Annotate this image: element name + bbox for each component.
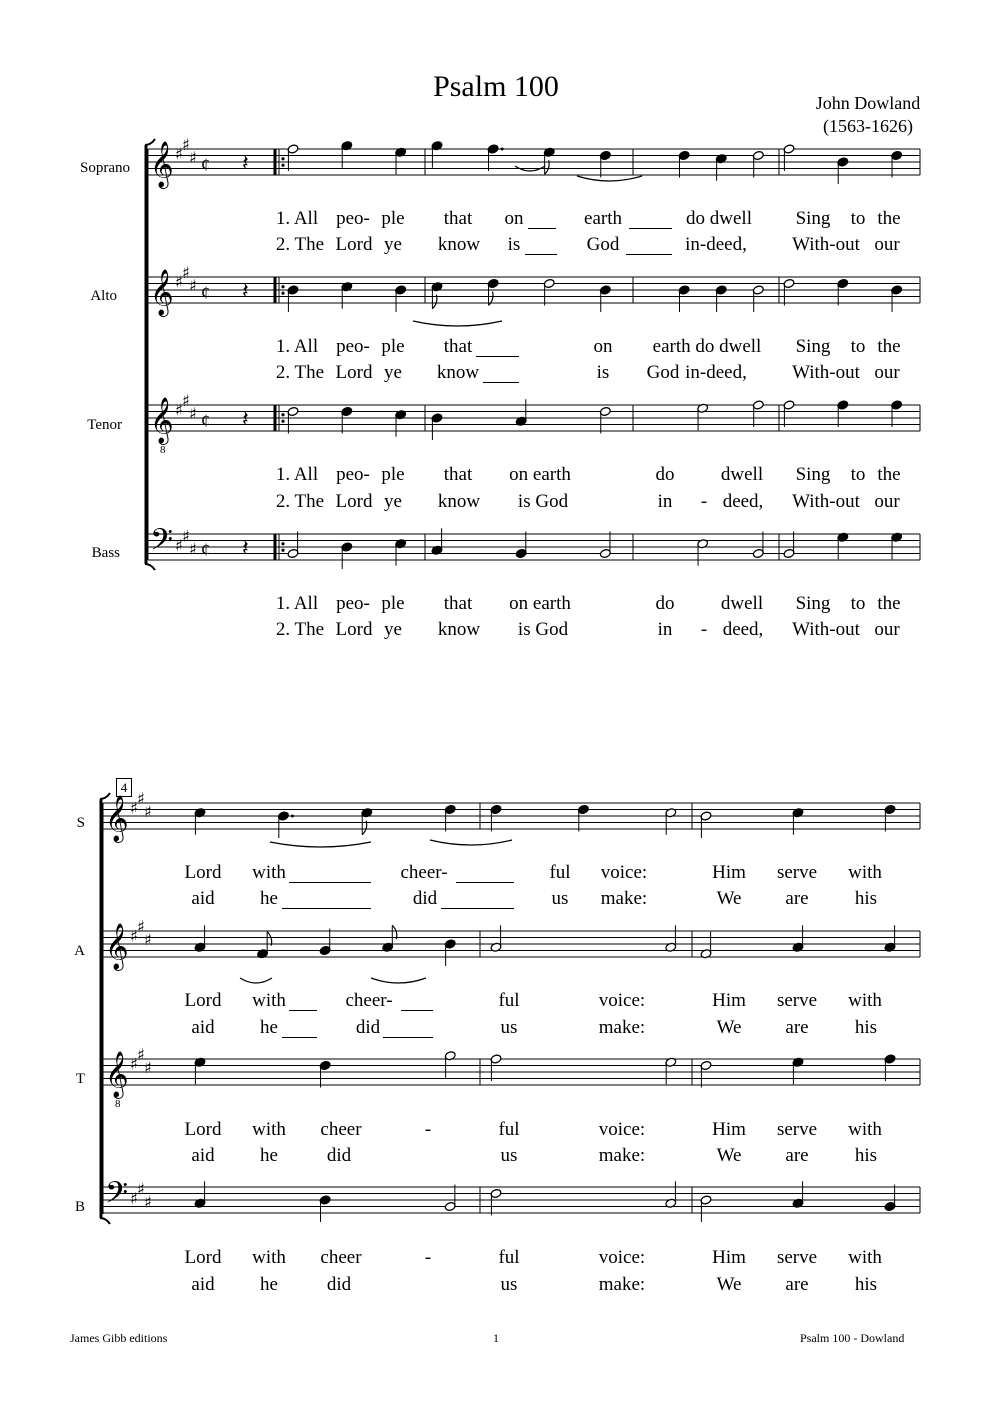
lyric: Lord: [335, 362, 373, 383]
lyric: cheer: [320, 1247, 362, 1268]
sharp-icon: ♯: [144, 1192, 152, 1212]
melisma-line: [289, 1010, 317, 1011]
lyric: Lord: [184, 1247, 222, 1268]
lyric: is God: [517, 491, 569, 512]
lyric: on: [593, 336, 613, 357]
lyric: voice:: [598, 1247, 646, 1268]
sharp-icon: ♯: [189, 539, 197, 559]
sharp-icon: ♯: [144, 1057, 152, 1077]
lyric: 1. All: [275, 464, 319, 485]
augmentation-dot: [291, 815, 294, 818]
bracket-hook: [100, 1218, 110, 1224]
lyric: Sing: [795, 593, 831, 614]
lyric: the: [877, 464, 901, 485]
melisma-line: [441, 908, 514, 909]
lyric: to: [850, 208, 866, 229]
lyric: -: [424, 1119, 432, 1140]
lyric: 2. The: [275, 234, 325, 255]
lyric: his: [854, 1274, 878, 1295]
melisma-line: [476, 356, 519, 357]
lyric: with: [848, 1119, 882, 1140]
quarter-rest-icon: 𝄽: [242, 535, 249, 561]
lyric: serve: [776, 1119, 818, 1140]
sharp-icon: ♯: [189, 275, 197, 295]
lyric: that: [443, 336, 473, 357]
lyric: ple: [381, 336, 405, 357]
lyric: know: [437, 619, 481, 640]
lyric: ye: [384, 234, 402, 255]
lyric: in: [657, 619, 673, 640]
lyric: us: [551, 888, 569, 909]
part-abbr-alto: A: [74, 943, 85, 959]
lyric: serve: [776, 1247, 818, 1268]
lyric: voice:: [598, 1119, 646, 1140]
lyric: voice:: [600, 862, 648, 883]
lyric: to: [850, 336, 866, 357]
lyric: Him: [712, 1119, 746, 1140]
sharp-icon: ♯: [182, 390, 190, 410]
sharp-icon: ♯: [189, 403, 197, 423]
lyric: us: [500, 1274, 518, 1295]
lyric: make:: [598, 1145, 646, 1166]
lyric: in: [657, 491, 673, 512]
lyric: We: [716, 1017, 742, 1038]
lyric: dwell: [720, 464, 764, 485]
lyric: are: [785, 888, 809, 909]
page-title: Psalm 100: [433, 70, 559, 103]
lyric: Lord: [184, 990, 222, 1011]
lyric: earth: [584, 208, 622, 229]
lyric: in-deed,: [685, 234, 747, 255]
lyric: with: [252, 1247, 286, 1268]
lyric: Lord: [335, 619, 373, 640]
lyric: -: [700, 619, 708, 640]
sharp-icon: ♯: [189, 147, 197, 167]
lyric: the: [877, 593, 901, 614]
composer-dates: (1563-1626): [823, 116, 913, 136]
bracket-hook: [145, 564, 155, 570]
octave-mark: 8: [115, 1098, 121, 1110]
lyric: cheer: [320, 1119, 362, 1140]
lyric: with: [252, 1119, 286, 1140]
sharp-icon: ♯: [144, 801, 152, 821]
lyric: to: [850, 593, 866, 614]
lyric: on earth: [509, 464, 571, 485]
lyric: with: [252, 862, 286, 883]
lyric: 1. All: [275, 593, 319, 614]
lyric: to: [850, 464, 866, 485]
cut-time-icon: ¢: [201, 539, 210, 560]
lyric: know: [436, 362, 480, 383]
lyric: God: [646, 362, 680, 383]
lyric: our: [874, 234, 900, 255]
lyric: on earth: [509, 593, 571, 614]
lyric: 1. All: [275, 208, 319, 229]
sharp-icon: ♯: [137, 788, 145, 808]
lyric: that: [443, 593, 473, 614]
lyric: aid: [191, 888, 215, 909]
lyric: Sing: [795, 336, 831, 357]
repeat-dot: [281, 285, 284, 288]
sharp-icon: ♯: [182, 134, 190, 154]
sharp-icon: ♯: [175, 536, 183, 555]
lyric: us: [500, 1145, 518, 1166]
lyric: he: [260, 1274, 278, 1295]
melisma-line: [483, 382, 519, 383]
cut-time-icon: ¢: [201, 282, 210, 303]
lyric: 2. The: [275, 491, 325, 512]
lyric: with: [848, 862, 882, 883]
lyric: do: [655, 593, 675, 614]
melisma-line: [282, 1037, 317, 1038]
lyric: Sing: [795, 464, 831, 485]
lyric: his: [854, 888, 878, 909]
lyric: on: [504, 208, 524, 229]
sharp-icon: ♯: [130, 926, 138, 946]
lyric: With-out: [792, 491, 860, 512]
repeat-dot: [281, 549, 284, 552]
tie: [240, 978, 272, 983]
sharp-icon: ♯: [175, 144, 183, 164]
part-name-bass: Bass: [91, 545, 120, 561]
lyric: With-out: [792, 362, 860, 383]
treble-clef-icon: 𝄞: [105, 923, 129, 970]
tie: [270, 842, 371, 847]
sharp-icon: ♯: [137, 1179, 145, 1199]
melisma-line: [626, 254, 672, 255]
repeat-dot: [281, 542, 284, 545]
lyric: With-out: [792, 619, 860, 640]
lyric: his: [854, 1017, 878, 1038]
lyric: 1. All: [275, 336, 319, 357]
part-abbr-bass: B: [74, 1199, 85, 1215]
quarter-rest-icon: 𝄽: [242, 150, 249, 176]
lyric: did: [326, 1145, 352, 1166]
lyric: that: [443, 464, 473, 485]
lyric: ful: [549, 862, 571, 883]
lyric: ye: [384, 491, 402, 512]
composer-block: [808, 92, 928, 138]
bass-clef-icon: 𝄢: [150, 523, 174, 565]
lyric: ple: [381, 593, 405, 614]
lyric: -: [700, 491, 708, 512]
lyric: cheer-: [345, 990, 393, 1011]
repeat-dot: [281, 157, 284, 160]
lyric: 2. The: [275, 362, 325, 383]
lyric: aid: [191, 1274, 215, 1295]
lyric: earth do dwell: [652, 336, 762, 357]
lyric: did: [412, 888, 438, 909]
lyric: ful: [498, 1247, 520, 1268]
lyric: serve: [776, 990, 818, 1011]
lyric: Lord: [335, 234, 373, 255]
lyric: aid: [191, 1017, 215, 1038]
lyric: with: [848, 1247, 882, 1268]
footer-page-number: 1: [493, 1331, 499, 1345]
cut-time-icon: ¢: [201, 154, 210, 175]
lyric: dwell: [720, 593, 764, 614]
lyric: make:: [598, 1017, 646, 1038]
lyric: his: [854, 1145, 878, 1166]
octave-mark: 8: [160, 444, 166, 456]
sharp-icon: ♯: [175, 400, 183, 420]
part-name-soprano: Soprano: [80, 160, 130, 176]
melisma-line: [383, 1037, 433, 1038]
sharp-icon: ♯: [130, 798, 138, 818]
lyric: With-out: [792, 234, 860, 255]
lyric: our: [874, 619, 900, 640]
lyric: peo-: [336, 464, 370, 485]
lyric: are: [785, 1017, 809, 1038]
repeat-dot: [281, 420, 284, 423]
lyric: aid: [191, 1145, 215, 1166]
lyric: ye: [384, 619, 402, 640]
footer-publisher: James Gibb editions: [70, 1331, 168, 1345]
melisma-line: [525, 254, 557, 255]
lyric: We: [716, 888, 742, 909]
lyric: ye: [384, 362, 402, 383]
lyric: he: [260, 1017, 278, 1038]
sharp-icon: ♯: [130, 1054, 138, 1074]
lyric: ful: [498, 1119, 520, 1140]
lyric: cheer-: [400, 862, 448, 883]
treble-clef-icon: 𝄞: [150, 397, 174, 444]
treble-clef-icon: 𝄞: [105, 1051, 129, 1098]
sharp-icon: ♯: [182, 262, 190, 282]
lyric: 2. The: [275, 619, 325, 640]
lyric: serve: [776, 862, 818, 883]
lyric: ple: [381, 208, 405, 229]
lyric: We: [716, 1145, 742, 1166]
sharp-icon: ♯: [130, 1189, 138, 1208]
lyric: with: [848, 990, 882, 1011]
lyric: do: [655, 464, 675, 485]
quarter-rest-icon: 𝄽: [242, 278, 249, 304]
quarter-rest-icon: 𝄽: [242, 406, 249, 432]
lyric: is: [507, 234, 521, 255]
lyric: us: [500, 1017, 518, 1038]
lyric: peo-: [336, 336, 370, 357]
tie: [413, 321, 502, 326]
sharp-icon: ♯: [137, 916, 145, 936]
lyric: is: [596, 362, 610, 383]
lyric: the: [877, 208, 901, 229]
melisma-line: [528, 228, 556, 229]
lyric: God: [586, 234, 620, 255]
lyric: make:: [598, 1274, 646, 1295]
lyric: voice:: [598, 990, 646, 1011]
lyric: are: [785, 1145, 809, 1166]
repeat-dot: [281, 292, 284, 295]
lyric: is God: [517, 619, 569, 640]
lyric: ful: [498, 990, 520, 1011]
lyric: Sing: [795, 208, 831, 229]
lyric: Lord: [184, 862, 222, 883]
tie: [577, 176, 642, 181]
part-abbr-tenor: T: [75, 1071, 85, 1087]
sharp-icon: ♯: [137, 1044, 145, 1064]
treble-clef-icon: 𝄞: [105, 795, 129, 842]
lyric: Him: [712, 1247, 746, 1268]
lyric: We: [716, 1274, 742, 1295]
lyric: the: [877, 336, 901, 357]
part-name-alto: Alto: [90, 288, 117, 304]
cut-time-icon: ¢: [201, 410, 210, 431]
melisma-line: [282, 908, 371, 909]
lyric: he: [260, 1145, 278, 1166]
lyric: Lord: [335, 491, 373, 512]
melisma-line: [289, 882, 371, 883]
lyric: he: [260, 888, 278, 909]
sharp-icon: ♯: [182, 526, 190, 546]
lyric: know: [437, 491, 481, 512]
lyric: -: [424, 1247, 432, 1268]
lyric: make:: [600, 888, 648, 909]
lyric: do dwell: [686, 208, 752, 229]
measure-number-box: 4: [116, 778, 132, 797]
footer-running-title: Psalm 100 - Dowland: [800, 1331, 905, 1345]
melisma-line: [401, 1010, 433, 1011]
repeat-dot: [281, 164, 284, 167]
part-name-tenor: Tenor: [87, 417, 122, 433]
treble-clef-icon: 𝄞: [150, 141, 174, 188]
tie: [371, 978, 426, 983]
lyric: Him: [712, 990, 746, 1011]
lyric: that: [443, 208, 473, 229]
bass-clef-icon: 𝄢: [105, 1176, 129, 1218]
melisma-line: [629, 228, 672, 229]
augmentation-dot: [501, 148, 504, 151]
lyric: did: [326, 1274, 352, 1295]
lyric: our: [874, 491, 900, 512]
lyric: know: [437, 234, 481, 255]
lyric: are: [785, 1274, 809, 1295]
repeat-dot: [281, 413, 284, 416]
composer-name: John Dowland: [815, 93, 921, 113]
lyric: deed,: [722, 619, 764, 640]
tie: [430, 840, 512, 845]
lyric: peo-: [336, 593, 370, 614]
lyric: deed,: [722, 491, 764, 512]
part-abbr-soprano: S: [76, 815, 85, 831]
lyric: our: [874, 362, 900, 383]
lyric: peo-: [336, 208, 370, 229]
lyric: with: [252, 990, 286, 1011]
lyric: Lord: [184, 1119, 222, 1140]
melisma-line: [456, 882, 514, 883]
sharp-icon: ♯: [175, 272, 183, 292]
sharp-icon: ♯: [144, 929, 152, 949]
treble-clef-icon: 𝄞: [150, 269, 174, 316]
lyric: did: [355, 1017, 381, 1038]
lyric: Him: [712, 862, 746, 883]
lyric: in-deed,: [685, 362, 747, 383]
lyric: ple: [381, 464, 405, 485]
